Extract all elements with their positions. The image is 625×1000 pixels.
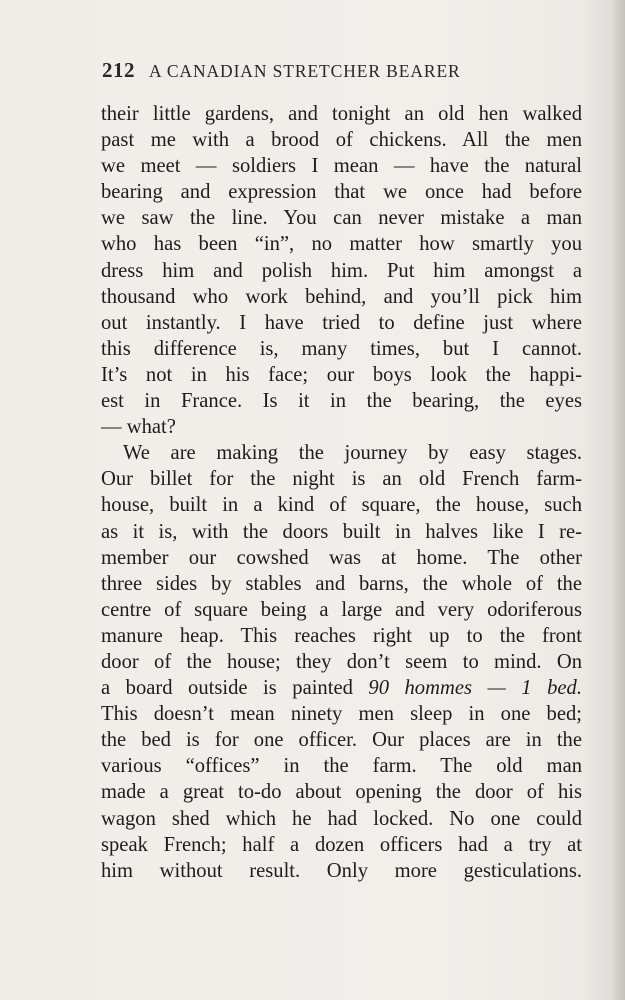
text-line: house, built in a kind of square, the house, such [101, 494, 582, 517]
text-line: centre of square being a large and very odoriferous [101, 598, 582, 621]
text-run: a board outside is painted [101, 677, 369, 700]
page-number: 212 [102, 58, 135, 82]
text-line: dress him and polish him. Put him amongst a [101, 259, 582, 282]
text-line: This doesn’t mean ninety men sleep in one bed; [101, 703, 582, 726]
text-line: wagon shed which he had locked. No one could [101, 807, 582, 830]
italic-text: 90 hommes — 1 bed. [368, 677, 582, 700]
text-line: who has been “in”, no matter how smartly you [101, 233, 582, 256]
body-text [101, 101, 582, 884]
text-line: their little gardens, and tonight an old hen walked [101, 103, 582, 125]
text-line: this difference is, many times, but I cannot. [101, 337, 582, 360]
text-line: him without result. Only more gesticulations. [101, 859, 582, 882]
text-line: door of the house; they don’t seem to mind. On [101, 650, 582, 673]
text-line: speak French; half a dozen officers had a try at [101, 833, 582, 856]
text-line: est in France. Is it in the bearing, the eyes [101, 390, 582, 413]
running-title: A CANADIAN STRETCHER BEARER [149, 61, 461, 81]
text-line: member our cowshed was at home. The other [101, 546, 582, 569]
text-line: out instantly. I have tried to define just where [101, 311, 582, 334]
page-edge-shadow [611, 0, 625, 1000]
text-line: manure heap. This reaches right up to the front [101, 624, 582, 647]
text-line: We are making the journey by easy stages. [123, 442, 582, 465]
text-line: the bed is for one officer. Our places are in the [101, 729, 582, 752]
text-line: past me with a brood of chickens. All the men [101, 129, 582, 152]
text-line [101, 675, 582, 701]
text-line: — what? [101, 416, 176, 439]
text-line: thousand who work behind, and you’ll pick him [101, 285, 582, 308]
text-line: as it is, with the doors built in halves like I re- [101, 520, 582, 543]
text-line: three sides by stables and barns, the whole of the [101, 572, 582, 595]
text-line: Our billet for the night is an old French farm- [101, 468, 582, 491]
text-line: we saw the line. You can never mistake a man [101, 207, 582, 230]
text-line: bearing and expression that we once had before [101, 181, 582, 204]
text-line: It’s not in his face; our boys look the happi- [101, 363, 582, 386]
running-head [102, 58, 582, 88]
text-line: various “offices” in the farm. The old man [101, 755, 582, 778]
text-line: made a great to-do about opening the door of his [101, 781, 582, 804]
text-line: we meet — soldiers I mean — have the natural [101, 155, 582, 178]
